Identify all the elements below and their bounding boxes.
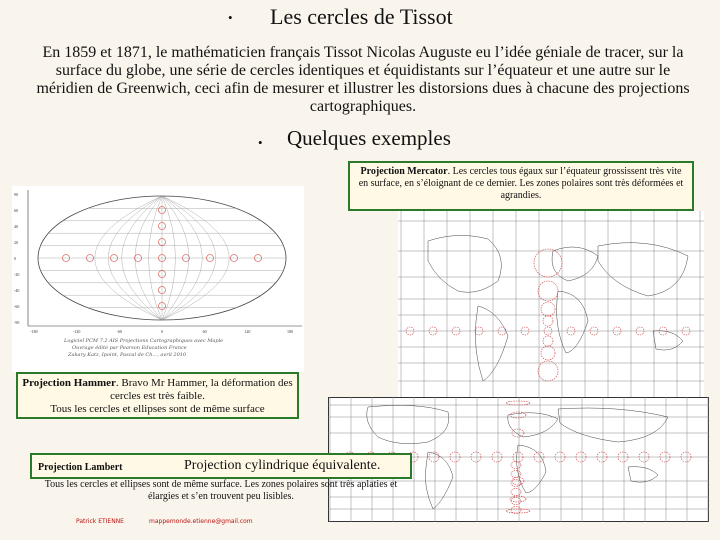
tissot-circle xyxy=(538,361,558,381)
lambert-title-panel xyxy=(30,453,412,479)
tissot-circle xyxy=(543,336,553,346)
tissot-circle xyxy=(541,302,555,316)
lambert-title: Projection Lambert xyxy=(38,462,123,473)
hammer-text-2: Tous les cercles et ellipses sont de même surface xyxy=(50,403,265,415)
footer-email: mappemonde.etienne@gmail.com xyxy=(149,518,253,525)
intro-paragraph: En 1859 et 1871, le mathématicien français Tissot Nicolas Auguste eu l’idée géniale de tracer, sur la surface du globe, une série de cercles identiques et équidistants sur l’équateur et une autre sur le méridien de Greenwich, ceci afin de mesurer et illustrer les distorsions dues à chacune des projections cartographiques. xyxy=(36,44,690,115)
hammer-y-tick: 20 xyxy=(14,240,18,245)
hammer-y-ticks xyxy=(14,192,19,325)
mercator-coastlines xyxy=(428,235,688,381)
tissot-ellipse xyxy=(511,489,521,496)
hammer-y-tick: -60 xyxy=(14,304,20,309)
hammer-y-tick: 60 xyxy=(14,208,18,213)
tissot-ellipse xyxy=(511,462,521,469)
hammer-x-tick: -60 xyxy=(116,329,123,334)
tissot-ellipse xyxy=(511,471,521,478)
hammer-x-tick: 60 xyxy=(202,329,207,334)
hammer-title: Projection Hammer xyxy=(22,377,116,389)
hammer-text-1: . Bravo Mr Hammer, la déformation des cercles est très faible. xyxy=(110,377,293,402)
mercator-description-panel xyxy=(348,161,694,211)
tissot-ellipse xyxy=(511,507,521,514)
tissot-circle xyxy=(543,316,553,326)
tissot-circle xyxy=(541,346,555,360)
title-bullet: • xyxy=(228,10,233,25)
hammer-caption-3: Zakary Katz, Ipoint, Pascal de Ch..., avril 2010 xyxy=(68,352,187,358)
mercator-graticule xyxy=(398,211,704,400)
hammer-map-graphic xyxy=(12,186,304,372)
hammer-x-tick: -120 xyxy=(72,329,81,334)
hammer-x-tick: 120 xyxy=(244,329,251,334)
hammer-y-tick: 90 xyxy=(14,192,18,197)
hammer-y-tick: -20 xyxy=(14,272,20,277)
tissot-ellipse xyxy=(506,509,530,513)
tissot-ellipse xyxy=(511,498,521,505)
mercator-projection-map xyxy=(398,211,704,400)
hammer-x-tick: 180 xyxy=(287,329,293,334)
hammer-y-tick: -40 xyxy=(14,288,20,293)
lambert-description: Projection cylindrique équivalente. xyxy=(184,458,381,473)
hammer-y-tick: 0 xyxy=(14,256,16,261)
section-subtitle: Quelques exemples xyxy=(287,126,451,150)
hammer-y-tick: -90 xyxy=(14,320,20,325)
footer-author: Patrick ETIENNE xyxy=(76,518,124,525)
page-title: Les cercles de Tissot xyxy=(270,4,453,29)
hammer-y-tick: 40 xyxy=(14,224,18,229)
hammer-projection-map xyxy=(12,186,304,372)
tissot-ellipse xyxy=(506,401,530,405)
tissot-circle xyxy=(534,249,562,277)
hammer-x-tick: 0 xyxy=(161,329,163,334)
mercator-title: Projection Mercator xyxy=(360,166,448,177)
lambert-note: Tous les cercles et ellipses sont de même surface. Les zones polaires sont très aplaties et élargies et s’en trouvent peu lisibles. xyxy=(44,479,398,502)
tissot-circle xyxy=(538,281,558,301)
hammer-x-tick: -180 xyxy=(30,329,38,334)
hammer-x-ticks xyxy=(30,329,293,334)
hammer-description-panel xyxy=(16,372,299,419)
hammer-caption-1: Logiciel PCM 7.2 AIS Projections Cartographiques avec Maple xyxy=(64,338,224,344)
mercator-text: . Les cercles tous égaux sur l’équateur grossissent très vite en surface, en s’éloignant de ce dernier. Les zones polaires sont très déformées et agrandies. xyxy=(358,166,684,201)
hammer-graticule xyxy=(38,196,286,320)
mercator-map-graphic xyxy=(398,211,704,400)
hammer-caption-2: Ouvrage édité par Pearson Education France xyxy=(72,345,187,351)
subtitle-bullet: • xyxy=(258,135,263,150)
